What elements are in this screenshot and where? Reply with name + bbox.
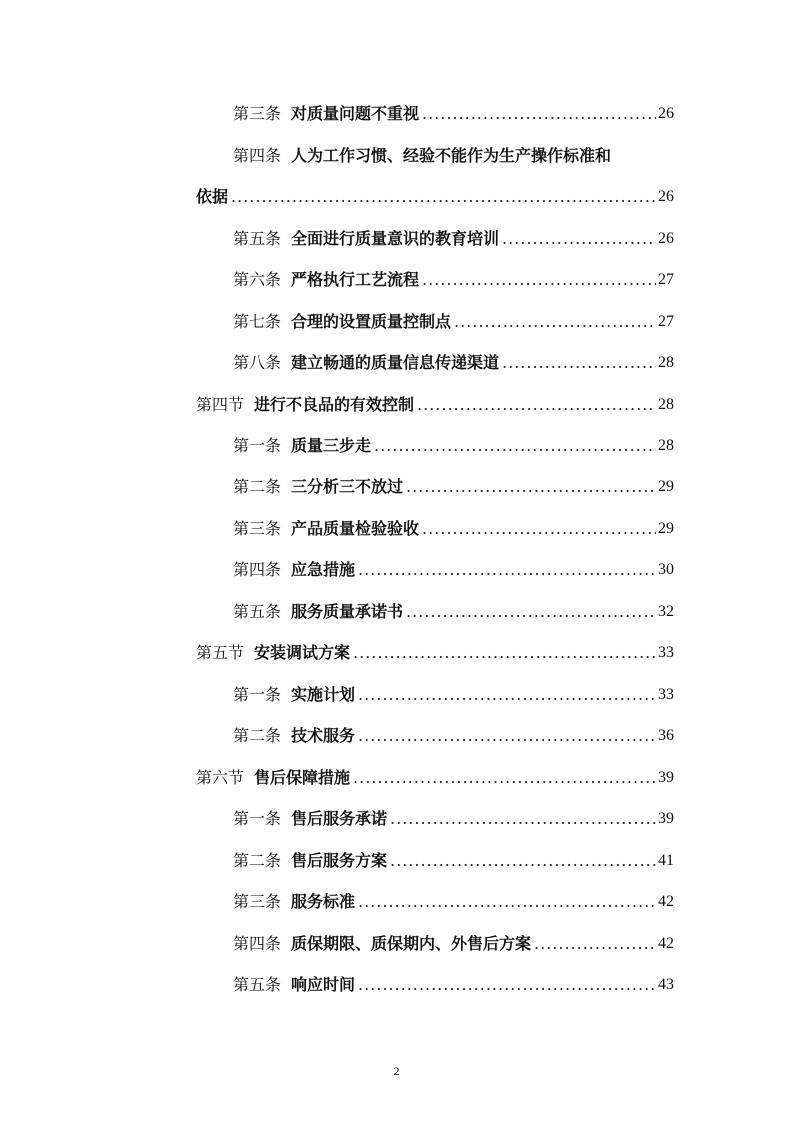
toc-entry[interactable]: [233, 219, 674, 249]
toc-entry-title: 质保期限、质保期内、外售后方案: [291, 934, 532, 953]
toc-entry-page: 36: [658, 727, 674, 744]
toc-entry-page: 26: [658, 188, 674, 205]
toc-entry-title: 实施计划: [291, 685, 356, 704]
toc-entry-page: 27: [658, 271, 674, 288]
toc-entry-title: 进行不良品的有效控制: [254, 395, 415, 414]
toc-entry-number: 第四条: [233, 560, 282, 579]
toc-entry-number: 第四条: [233, 146, 282, 165]
toc-entry[interactable]: [233, 882, 674, 912]
toc-leader-dots: [374, 436, 656, 456]
toc-leader-dots: [422, 519, 656, 539]
toc-leader-dots: [358, 975, 656, 995]
toc-leader-dots: [353, 768, 656, 788]
toc-entry-page: 42: [658, 935, 674, 952]
toc-section-entry[interactable]: [196, 758, 674, 788]
toc-leader-dots: [454, 312, 656, 332]
toc-entry-continuation[interactable]: [196, 177, 674, 207]
toc-leader-dots: [358, 685, 656, 705]
toc-leader-dots: [406, 477, 656, 497]
toc-entry-page: 43: [658, 976, 674, 993]
toc-leader-dots: [390, 809, 656, 829]
toc-leader-dots: [502, 229, 656, 249]
toc-entry-page: 28: [658, 396, 674, 413]
toc-entry-title: 人为工作习惯、经验不能作为生产操作标准和: [291, 146, 612, 165]
toc-entry-number: 第一条: [233, 809, 282, 828]
toc-entry-number: 第六节: [196, 768, 245, 787]
toc-entry-title: 响应时间: [291, 975, 356, 994]
toc-entry-number: 第五节: [196, 643, 245, 662]
toc-leader-dots: [358, 560, 656, 580]
toc-entry-page: 26: [658, 230, 674, 247]
toc-entry[interactable]: [233, 302, 674, 332]
toc-entry[interactable]: [233, 841, 674, 871]
toc-entry-number: 第二条: [233, 726, 282, 745]
toc-entry-page: 29: [658, 520, 674, 537]
toc-entry-title: 三分析三不放过: [291, 477, 404, 496]
toc-entry-title: 应急措施: [291, 560, 356, 579]
toc-leader-dots: [390, 851, 656, 871]
toc-leader-dots: [417, 395, 656, 415]
toc-entry-number: 第五条: [233, 229, 282, 248]
toc-leader-dots: [422, 104, 656, 124]
toc-entry-title: 全面进行质量意识的教育培训: [291, 229, 500, 248]
toc-entry-page: 28: [658, 354, 674, 371]
toc-entry-title: 产品质量检验验收: [291, 519, 420, 538]
page-number: 2: [393, 1064, 400, 1078]
toc-entry-title: 安装调试方案: [254, 643, 351, 662]
toc-entry-title: 售后保障措施: [254, 768, 351, 787]
toc-entry[interactable]: [233, 94, 674, 124]
toc-entry-page: 42: [658, 893, 674, 910]
toc-entry-number: 第二条: [233, 851, 282, 870]
toc-entry-number: 第八条: [233, 353, 282, 372]
toc-entry-page: 41: [658, 852, 674, 869]
toc-entry[interactable]: [233, 426, 674, 456]
toc-entry[interactable]: [233, 924, 674, 954]
toc-entry-title: 严格执行工艺流程: [291, 270, 420, 289]
toc-entry[interactable]: [233, 965, 674, 995]
toc-entry-title: 建立畅通的质量信息传递渠道: [291, 353, 500, 372]
toc-leader-dots: [502, 353, 656, 373]
toc-leader-dots: [358, 892, 656, 912]
toc-entry-number: 第三条: [233, 519, 282, 538]
toc-entry-title: 售后服务方案: [291, 851, 388, 870]
toc-entry-page: 28: [658, 437, 674, 454]
toc-entry-number: 第一条: [233, 685, 282, 704]
toc-leader-dots: [231, 187, 656, 207]
toc-entry[interactable]: [233, 136, 674, 166]
toc-entry-title: 合理的设置质量控制点: [291, 312, 452, 331]
toc-entry-page: 33: [658, 686, 674, 703]
toc-entry-number: 第四条: [233, 934, 282, 953]
toc-entry-page: 32: [658, 603, 674, 620]
toc-entry-page: 29: [658, 478, 674, 495]
toc-entry-page: 39: [658, 769, 674, 786]
toc-entry-number: 第一条: [233, 436, 282, 455]
toc-entry[interactable]: [233, 343, 674, 373]
toc-entry[interactable]: [233, 260, 674, 290]
toc-entry-number: 第二条: [233, 477, 282, 496]
toc-entry[interactable]: [233, 550, 674, 580]
toc-entry-page: 39: [658, 810, 674, 827]
toc-entry-number: 第三条: [233, 892, 282, 911]
toc-entry-number: 第五条: [233, 975, 282, 994]
toc-leader-dots: [534, 934, 656, 954]
toc-entry[interactable]: [233, 675, 674, 705]
toc-entry-title: 售后服务承诺: [291, 809, 388, 828]
toc-entry-title: 对质量问题不重视: [291, 104, 420, 123]
toc-entry[interactable]: [233, 716, 674, 746]
toc-entry-title-continued: 依据: [196, 187, 229, 206]
toc-leader-dots: [353, 643, 656, 663]
toc-entry[interactable]: [233, 592, 674, 622]
toc-entry-title: 质量三步走: [291, 436, 372, 455]
toc-entry-page: 33: [658, 644, 674, 661]
toc-entry-page: 30: [658, 561, 674, 578]
toc-entry-page: 27: [658, 313, 674, 330]
toc-entry-number: 第五条: [233, 602, 282, 621]
toc-leader-dots: [406, 602, 656, 622]
toc-leader-dots: [358, 726, 656, 746]
toc-entry-page: 26: [658, 105, 674, 122]
toc-entry-number: 第六条: [233, 270, 282, 289]
toc-entry-number: 第七条: [233, 312, 282, 331]
toc-entry[interactable]: [233, 509, 674, 539]
toc-entry-title: 技术服务: [291, 726, 356, 745]
toc-section-entry[interactable]: [196, 633, 674, 663]
toc-entry[interactable]: [233, 467, 674, 497]
toc-entry-title: 服务质量承诺书: [291, 602, 404, 621]
toc-leader-dots: [422, 270, 656, 290]
toc-entry-number: 第四节: [196, 395, 245, 414]
toc-entry[interactable]: [233, 799, 674, 829]
toc-section-entry[interactable]: [196, 385, 674, 415]
toc-entry-number: 第三条: [233, 104, 282, 123]
toc-entry-title: 服务标准: [291, 892, 356, 911]
